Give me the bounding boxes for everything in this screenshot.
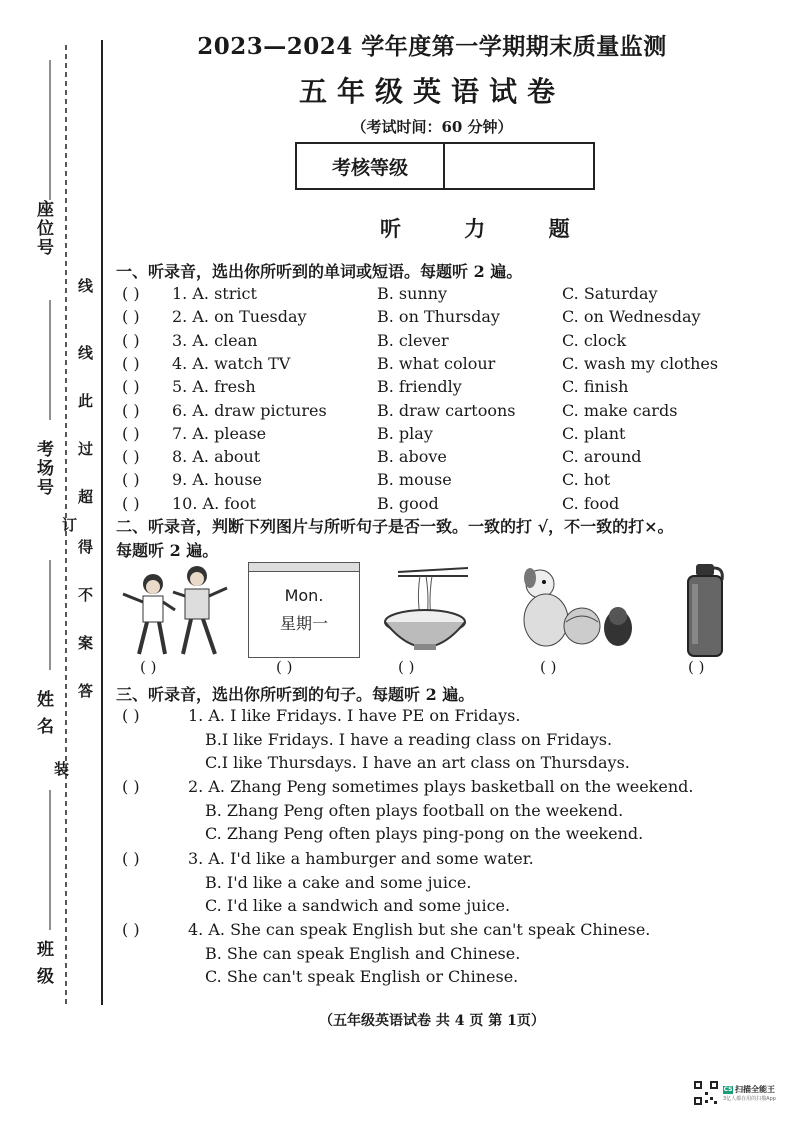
dog-ball-image [510, 562, 634, 658]
answer-paren[interactable]: ( ) [122, 920, 140, 939]
answer-paren[interactable]: ( ) [122, 307, 140, 327]
noodle-bowl-image [380, 562, 470, 658]
option-b: B. draw cartoons [377, 400, 516, 420]
scanner-name: 扫描全能王 [735, 1085, 775, 1094]
seal-char: 超 [78, 488, 94, 506]
scanner-logo-icon: CS [723, 1085, 733, 1093]
option-c: C. plant [562, 423, 626, 443]
answer-paren[interactable]: ( ) [122, 284, 140, 303]
answer-paren[interactable]: ( ) [276, 658, 293, 676]
qr-code-icon [693, 1080, 719, 1106]
seal-char: 不 [78, 586, 94, 604]
class-label: 班 级 [33, 940, 53, 986]
answer-paren[interactable]: ( ) [122, 706, 140, 725]
answer-paren[interactable]: ( ) [122, 447, 140, 467]
option-a: 7. A. please [172, 423, 267, 443]
seat-number-label: 座位号 [33, 200, 53, 257]
page-footer: （五年级英语试卷 共 4 页 第 1页） [319, 1013, 545, 1029]
option-a: 9. A. house [172, 470, 262, 490]
option-c: C. clock [562, 330, 627, 350]
sentence-option-c: C. I'd like a sandwich and some juice. [205, 896, 511, 916]
answer-paren[interactable]: ( ) [122, 353, 140, 373]
option-c: C. around [562, 447, 642, 467]
seal-char: 过 [78, 440, 94, 458]
seal-char: 案 [78, 634, 94, 652]
calendar-image [248, 562, 360, 658]
option-a: 3. A. clean [172, 330, 258, 350]
seal-char: 此 [78, 392, 94, 410]
answer-paren[interactable]: ( ) [122, 330, 140, 350]
option-c: C. make cards [562, 400, 678, 420]
option-a: 5. A. fresh [172, 377, 256, 397]
grade-label: 考核等级 [297, 144, 445, 188]
calendar-day-cn: 星期一 [279, 614, 328, 633]
sentence-option-c: C.I like Thursdays. I have an art class on Thursdays. [205, 753, 630, 773]
sentence-option-a: 4. A. She can speak English but she can't speak Chinese. [188, 920, 651, 939]
option-b: B. what colour [377, 353, 496, 373]
option-a: 2. A. on Tuesday [172, 307, 307, 327]
option-b: B. good [377, 493, 439, 513]
sentence-option-a: 2. A. Zhang Peng sometimes plays basketball on the weekend. [188, 777, 694, 796]
answer-paren[interactable]: ( ) [122, 400, 140, 420]
exam-time: （考试时间：60 分钟） [351, 118, 513, 136]
scanner-sub: 3亿人都在用的扫描App [723, 1096, 776, 1102]
option-c: C. food [562, 493, 620, 513]
calendar-day-en: Mon. [284, 586, 324, 605]
section1-title: 一、听录音，选出你所听到的单词或短语。每题听 2 遍。 [116, 262, 523, 281]
sentence-option-b: B. She can speak English and Chinese. [205, 943, 521, 963]
sentence-option-c: C. Zhang Peng often plays ping-pong on the weekend. [205, 824, 644, 844]
listening-title: 听 力 题 [380, 216, 598, 241]
sentence-option-c: C. She can't speak English or Chinese. [205, 967, 519, 987]
kids-kungfu-image [115, 562, 235, 658]
answer-paren[interactable]: ( ) [122, 849, 140, 868]
answer-paren[interactable]: ( ) [140, 658, 157, 676]
sentence-option-b: B.I like Fridays. I have a reading class on Fridays. [205, 729, 613, 749]
option-b: B. on Thursday [377, 307, 500, 327]
sentence-option-a: 3. A. I'd like a hamburger and some water. [188, 849, 534, 868]
answer-paren[interactable]: ( ) [122, 423, 140, 443]
option-a: 8. A. about [172, 447, 261, 467]
option-c: C. hot [562, 470, 611, 490]
option-a: 1. A. strict [172, 284, 257, 303]
option-b: B. sunny [377, 284, 448, 303]
option-c: C. wash my clothes [562, 353, 719, 373]
answer-paren[interactable]: ( ) [122, 377, 140, 397]
option-a: 6. A. draw pictures [172, 400, 327, 420]
option-b: B. friendly [377, 377, 462, 397]
option-b: B. mouse [377, 470, 452, 490]
exam-room-label: 考场号 [33, 440, 53, 497]
seal-char-ding: 订 [62, 516, 78, 534]
exam-subtitle: 五年级英语试卷 [298, 75, 565, 108]
option-a: 10. A. foot [172, 493, 256, 513]
answer-paren[interactable]: ( ) [122, 777, 140, 796]
section2-title-cont: 每题听 2 遍。 [116, 541, 219, 560]
option-c: C. Saturday [562, 284, 658, 303]
option-a: 4. A. watch TV [172, 353, 291, 373]
answer-paren[interactable]: ( ) [688, 658, 705, 676]
answer-paren[interactable]: ( ) [122, 470, 140, 490]
sentence-option-b: B. Zhang Peng often plays football on the weekend. [205, 800, 624, 820]
answer-paren[interactable]: ( ) [398, 658, 415, 676]
seal-char: 得 [78, 538, 94, 556]
seal-char: 答 [78, 682, 94, 700]
seal-char: 线 [78, 277, 94, 295]
answer-paren[interactable]: ( ) [122, 493, 140, 513]
option-b: B. clever [377, 330, 449, 350]
grade-box [295, 142, 595, 190]
section3-title: 三、听录音，选出你所听到的句子。每题听 2 遍。 [116, 685, 475, 704]
sentence-option-a: 1. A. I like Fridays. I have PE on Fridays. [188, 706, 521, 725]
name-label: 姓 名 [33, 690, 53, 736]
option-b: B. above [377, 447, 447, 467]
option-b: B. play [377, 423, 433, 443]
option-c: C. finish [562, 377, 629, 397]
seal-char: 装 [54, 760, 70, 778]
scanner-badge [693, 1078, 793, 1108]
section2-title: 二、听录音，判断下列图片与所听句子是否一致。一致的打 √，不一致的打×。 [116, 517, 674, 536]
exam-title: 2023—2024 学年度第一学期期末质量监测 [197, 33, 667, 60]
option-c: C. on Wednesday [562, 307, 701, 327]
grade-field[interactable] [445, 144, 593, 188]
sentence-option-b: B. I'd like a cake and some juice. [205, 872, 472, 892]
seal-char: 线 [78, 344, 94, 362]
answer-paren[interactable]: ( ) [540, 658, 557, 676]
water-bottle-image [680, 562, 730, 658]
